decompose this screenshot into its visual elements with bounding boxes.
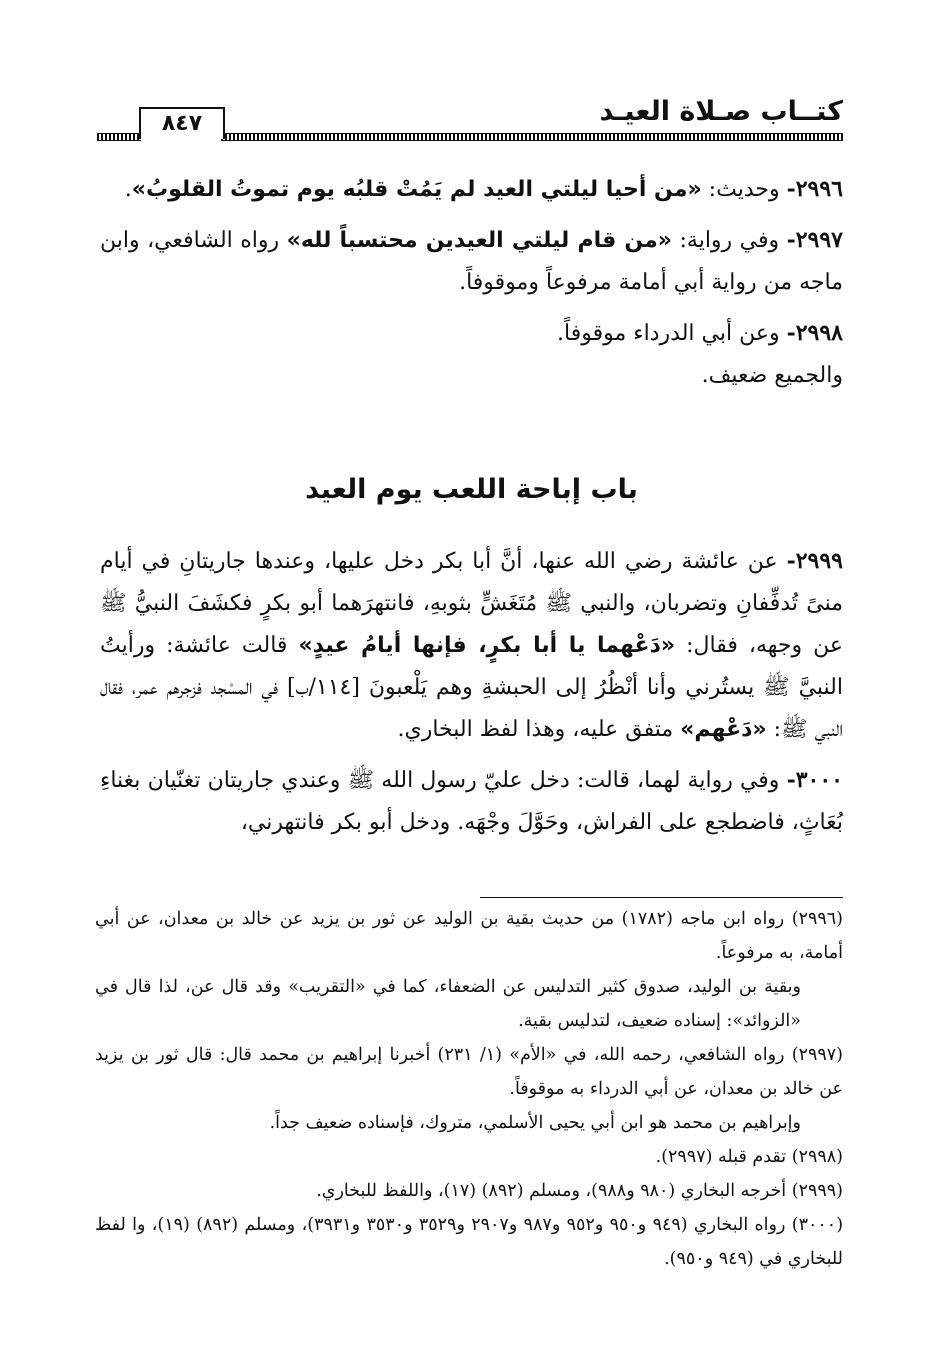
closing-line: والجميع ضعيف. — [701, 363, 843, 388]
hadith-2996: ٢٩٩٦- وحديث: «من أحيا ليلتي العيد لم يَمُتْ قلبُه يوم تموتُ القلوبُ». — [124, 176, 843, 202]
footnote: وبقية بن الوليد، صدوق كثير التدليس عن الضعفاء، كما في «التقريب» وقد قال عن، لذا قال في «الزوائد»: إسناده ضعيف، لتدليس بقية. — [95, 977, 801, 1031]
footnote: (٢٩٩٩) أخرجه البخاري (٩٨٠ و٩٨٨)، ومسلم (٨٩٢) (١٧)، واللفظ للبخاري. — [316, 1181, 843, 1201]
page-header — [97, 93, 843, 141]
hadith-2998: ٢٩٩٨- وعن أبي الدرداء موقوفاً. — [557, 320, 843, 346]
footnote-rule — [480, 897, 843, 898]
hadith-3000: ٣٠٠٠- وفي رواية لهما، قالت: دخل عليّ رسول الله ﷺ وعندي جاريتان تغنّيان بغناءِ بُعَاثٍ، فاضطجع على الفراش، وحَوَّلَ وجْهَه. ودخل أبو بكر فانتهرني، — [100, 767, 843, 835]
hadith-2999: ٢٩٩٩- عن عائشة رضي الله عنها، أنَّ أبا بكر دخل عليها، وعندها جاريتانِ في أيام منىً تُدفِّفانِ وتضربان، والنبي ﷺ مُتَغَشٍّ بثوبهِ، فانتهرَهما أبو بكرٍ فكشَفَ النبيُّ ﷺ عن وجهه، فقال: «دَعْهما يا أبا بكرٍ، فإنها أيامُ عيدٍ» قالت عائشة: ورأيتُ النبيَّ ﷺ يستُرني وأنا أنْظُرُ إلى الحبشةِ وهم يَلْعبونَ [١١٤/ب] في المسْجد فزجرهم عمر، فقال النبي ﷺ: «دَعْهم» متفق عليه، وهذا لفظ البخاري. — [100, 548, 843, 742]
section-heading: باب إباحة اللعب يوم العيد — [305, 474, 638, 505]
footnote: (٢٩٩٧) رواه الشافعي، رحمه الله، في «الأم» (١/ ٢٣١) أخبرنا إبراهيم بن محمد قال: قال ثور بن يزيد عن خالد بن معدان، عن أبي الدرداء به موقوفاً. — [95, 1045, 843, 1099]
chapter-title: كتــاب صـلاة العيـد — [599, 96, 843, 127]
footnotes — [95, 902, 843, 1276]
main-text-bottom — [100, 540, 843, 844]
footnote: وإبراهيم بن محمد هو ابن أبي يحيى الأسلمي، متروك، فإسناده ضعيف جداً. — [269, 1113, 801, 1133]
main-text-top — [100, 168, 843, 397]
page-number: ٨٤٧ — [139, 107, 225, 139]
hadith-2997: ٢٩٩٧- وفي رواية: «من قام ليلتي العيدين محتسباً لله» رواه الشافعي، وابن ماجه من رواية أبي أمامة مرفوعاً وموقوفاً. — [100, 227, 843, 295]
footnote: (٣٠٠٠) رواه البخاري (٩٤٩ و٩٥٠ و٩٥٢ و٩٨٧ و٢٩٠٧ و٣٥٢٩ و٣٥٣٠ و٣٩٣١)، ومسلم (٨٩٢) (١٩)، وا لفظ للبخاري في (٩٤٩ و٩٥٠). — [95, 1215, 844, 1269]
footnote: (٢٩٩٨) تقدم قبله (٢٩٩٧). — [655, 1147, 843, 1167]
footnote: (٢٩٩٦) رواه ابن ماجه (١٧٨٢) من حديث بقية بن الوليد عن ثور بن يزيد عن خالد بن معدان، عن أبي أمامة، به مرفوعاً. — [95, 909, 843, 963]
